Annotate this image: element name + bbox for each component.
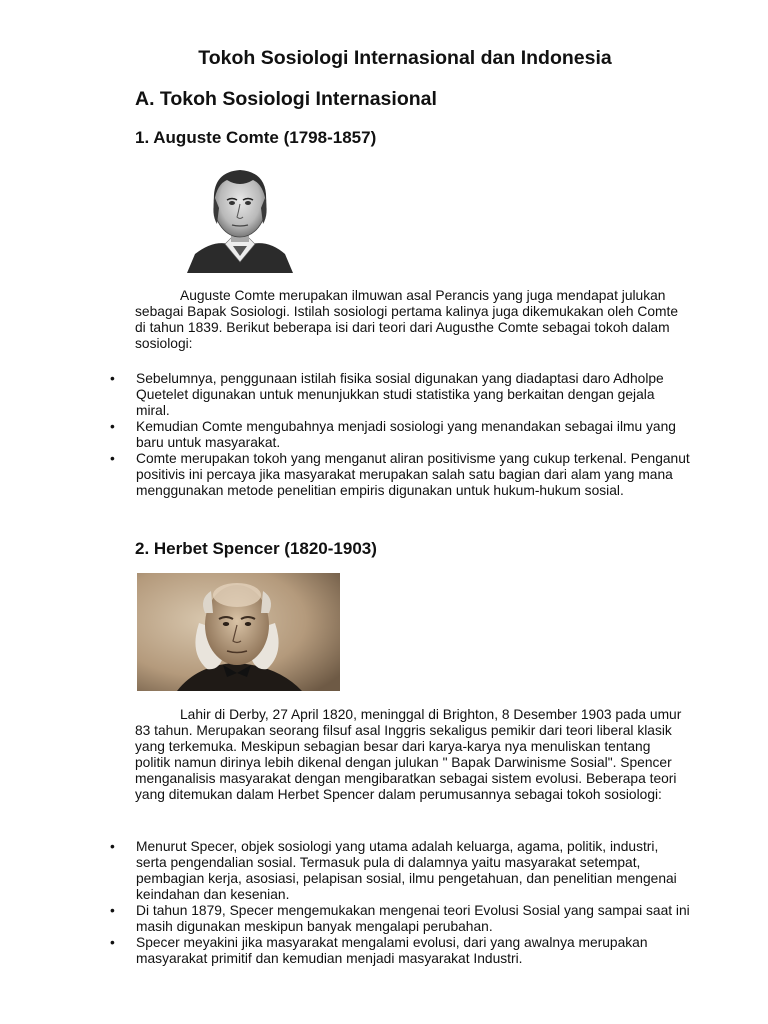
bullet-icon: • bbox=[110, 419, 115, 434]
spencer-biography bbox=[135, 707, 683, 803]
portrait-engraving-icon bbox=[185, 158, 295, 273]
bullet-icon: • bbox=[110, 451, 115, 466]
bullet-icon: • bbox=[110, 839, 115, 854]
list-item: • Sebelumnya, penggunaan istilah fisika sosial digunakan yang diadaptasi daro Adholpe Quetelet digunakan untuk menunjukkan studi statistika yang berkaitan dengan gejala miral. bbox=[110, 371, 664, 418]
spencer-portrait-image bbox=[137, 573, 340, 691]
list-item: • Di tahun 1879, Specer mengemukakan mengenai teori Evolusi Sosial yang sampai saat ini masih digunakan meskipun banyak mengalapi perubahan. bbox=[110, 903, 690, 934]
bullet-icon: • bbox=[110, 935, 115, 950]
bullet-icon: • bbox=[110, 371, 115, 386]
list-item: • Specer meyakini jika masyarakat mengalami evolusi, dari yang awalnya merupakan masyarakat primitif dan kemudian menjadi masyarakat Industri. bbox=[110, 935, 648, 966]
list-item: • Menurut Specer, objek sosiologi yang utama adalah keluarga, agama, politik, industri, serta pengendalian sosial. Termasuk pula di dalamnya yaitu masyarakat setempat, pembagian kerja, asosiasi, pelapisan sosial, ilmu pengetahuan, dan penelitian mengenai keindahan dan kesenian. bbox=[110, 839, 677, 902]
document-title: Tokoh Sosiologi Internasional dan Indonesia bbox=[198, 47, 612, 69]
bullet-icon: • bbox=[110, 903, 115, 918]
comte-biography-text: Auguste Comte merupakan ilmuwan asal Perancis yang juga mendapat julukan sebagai Bapak Sosiologi. Istilah sosiologi pertama kalinya juga dikemukakan oleh Comte di tahun 1839. Berikut beberapa isi dari teori dari Augusthe Comte sebagai tokoh dalam sosiologi: bbox=[135, 288, 678, 351]
spencer-bullet-list bbox=[0, 839, 690, 967]
portrait-photograph-icon bbox=[137, 573, 340, 691]
comte-portrait-image bbox=[185, 158, 295, 273]
comte-heading: 1. Auguste Comte (1798-1857) bbox=[135, 128, 377, 147]
list-item: • Comte merupakan tokoh yang menganut aliran positivisme yang cukup terkenal. Penganut positivis ini percaya jika masyarakat merupakan salah satu bagian dari alam yang mana menggunakan metode penelitian empiris digunakan untuk hukum-hukum sosial. bbox=[110, 451, 690, 498]
spencer-biography-text: Lahir di Derby, 27 April 1820, meninggal di Brighton, 8 Desember 1903 pada umur 83 tahun. Merupakan seorang filsuf asal Inggris sekaligus pemikir dari teori liberal klasik yang terkemuka. Meskipun sebagian besar dari karya-karya nya menuliskan tentang politik namun dirinya lebih dikenal dengan julukan " Bapak Darwinisme Sosial". Spencer menganalisis masyarakat dengan mengibaratkan sebagai sistem evolusi. Beberapa teori yang ditemukan dalam Herbet Spencer dalam perumusannya sebagai tokoh sosiologi: bbox=[135, 707, 682, 802]
list-item: • Kemudian Comte mengubahnya menjadi sosiologi yang menandakan sebagai ilmu yang baru untuk masyarakat. bbox=[110, 419, 676, 450]
section-heading: A. Tokoh Sosiologi Internasional bbox=[135, 88, 437, 110]
comte-biography bbox=[135, 288, 683, 352]
comte-bullet-list bbox=[0, 371, 690, 499]
spencer-heading: 2. Herbet Spencer (1820-1903) bbox=[135, 539, 377, 558]
